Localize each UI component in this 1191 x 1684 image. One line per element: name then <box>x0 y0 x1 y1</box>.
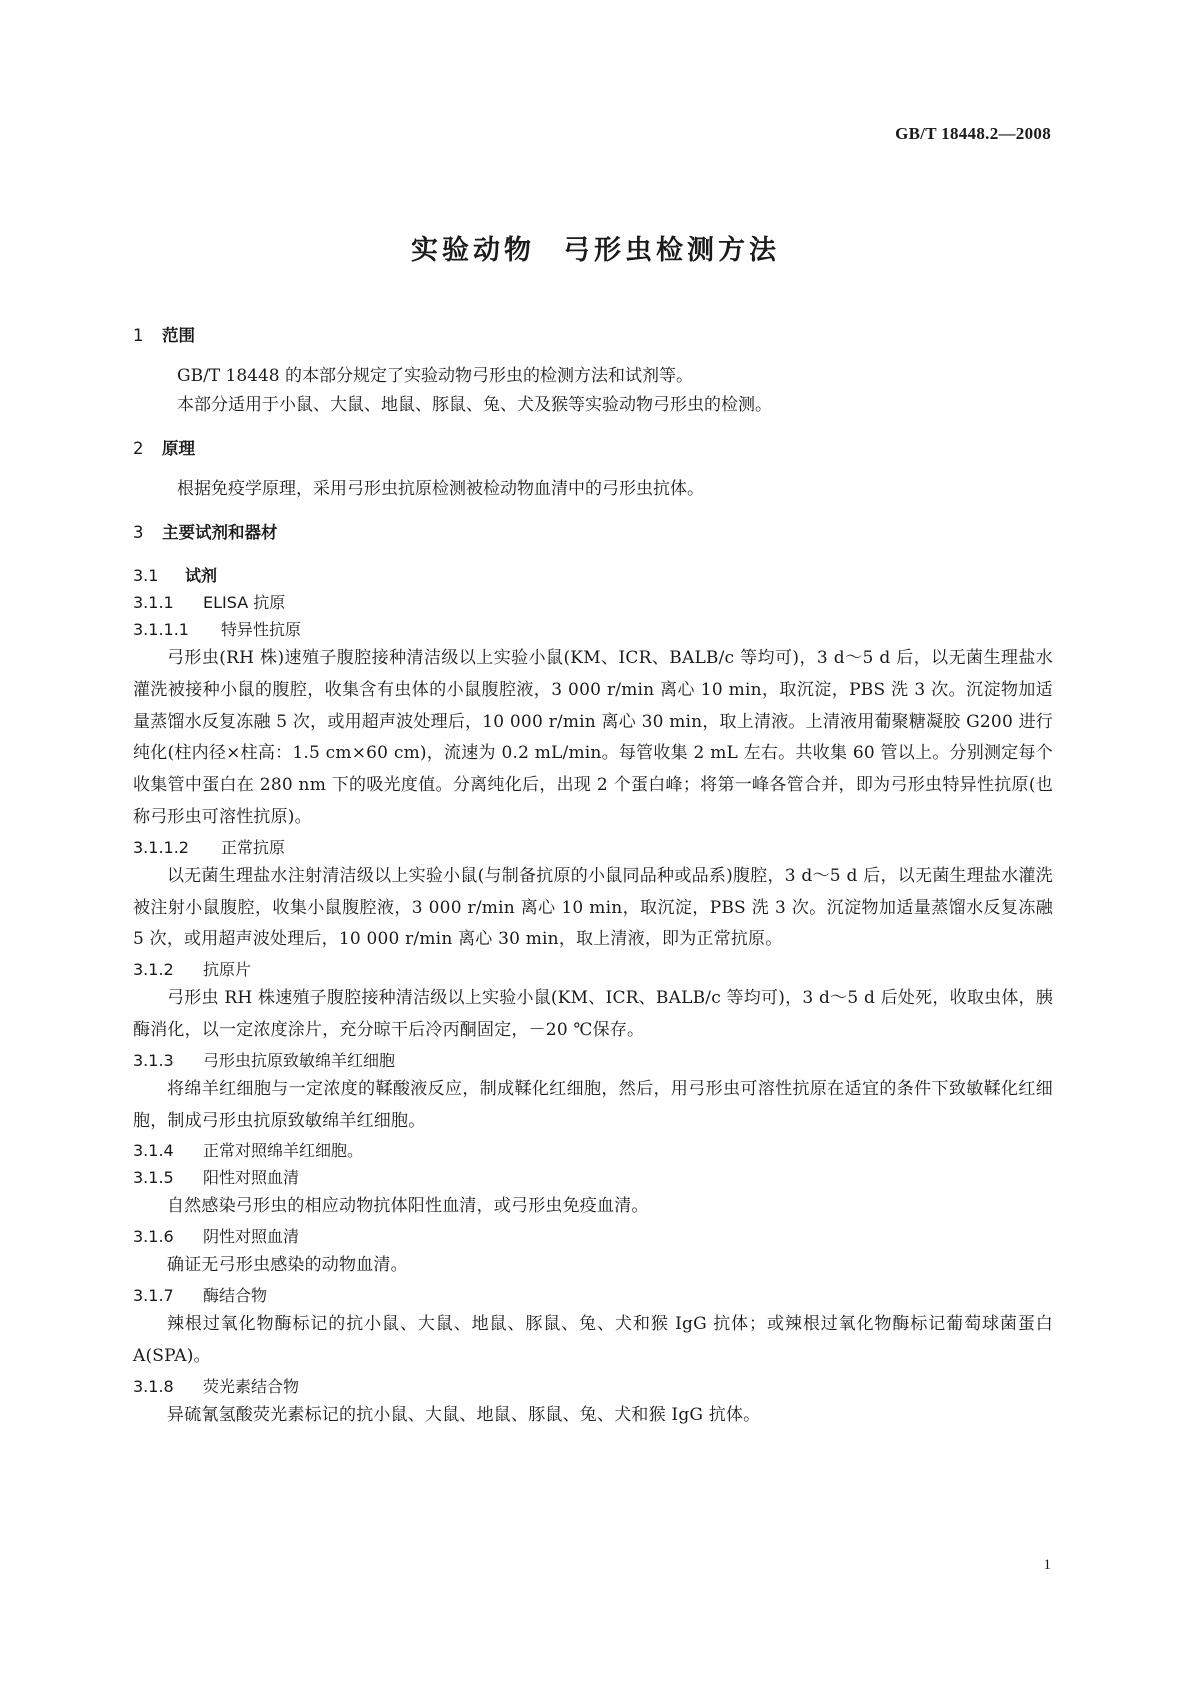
subsection-heading-3-1 <box>133 562 1053 589</box>
title-part-1: 实验动物 <box>411 235 535 266</box>
negative-serum-paragraph: 确证无弓形虫感染的动物血清。 <box>167 1255 408 1276</box>
standard-code: GB/T 18448.2—2008 <box>895 124 1051 143</box>
document-title <box>0 228 1191 267</box>
page-number: 1 <box>1043 1557 1051 1573</box>
section-number: 3 <box>133 523 144 542</box>
scope-paragraph-1: GB/T 18448 的本部分规定了实验动物弓形虫的检测方法和试剂等。 <box>177 366 694 386</box>
subsection-heading-3-1-2 <box>133 956 1053 983</box>
subsection-heading-3-1-5 <box>133 1164 1053 1191</box>
subsection-number: 3.1 <box>133 566 159 585</box>
subsection-number: 3.1.6 <box>133 1227 174 1247</box>
section-title: 范围 <box>162 326 195 345</box>
subsection-heading-3-1-8 <box>133 1373 1053 1400</box>
subsection-number: 3.1.1.2 <box>133 837 189 857</box>
fluorescein-conjugate-paragraph: 异硫氰氢酸荧光素标记的抗小鼠、大鼠、地鼠、豚鼠、兔、犬和猴 IgG 抗体。 <box>167 1404 761 1425</box>
subsection-title: 正常对照绵羊红细胞。 <box>203 1141 364 1161</box>
subsection-title: 试剂 <box>185 566 218 585</box>
specific-antigen-paragraph: 弓形虫(RH 株)速殖子腹腔接种清洁级以上实验小鼠(KM、ICR、BALB/c 等均可)，3 d～5 d 后，以无菌生理盐水灌洗被接种小鼠的腹腔，收集含有虫体的小鼠腹腔液，3 000 r/min 离心 10 min，取沉淀，PBS 洗 3 次。沉淀物加适量蒸馏水反复冻融 5 次，或用超声波处理后，10 000 r/min 离心 30 min，取上清液。上清液用葡聚糖凝胶 G200 进行纯化(柱内径×柱高：1.5 cm×60 cm)，流速为 0.2 mL/min。每管收集 2 mL 左右。共收集 60 管以上。分别测定每个收集管中蛋白在 280 nm 下的吸光度值。分离纯化后，出现 2 个蛋白峰；将第一峰各管合并，即为弓形虫特异性抗原(也称弓形虫可溶性抗原)。 <box>133 648 1053 827</box>
subsection-number: 3.1.2 <box>133 960 174 980</box>
subsection-heading-3-1-1 <box>133 589 1053 616</box>
subsection-title: 酶结合物 <box>203 1285 268 1305</box>
subsection-number: 3.1.4 <box>133 1141 174 1161</box>
subsection-number: 3.1.7 <box>133 1285 174 1305</box>
normal-antigen-paragraph: 以无菌生理盐水注射清洁级以上实验小鼠(与制备抗原的小鼠同品种或品系)腹腔，3 d～5 d 后，以无菌生理盐水灌洗被注射小鼠腹腔，收集小鼠腹腔液，3 000 r/min 离心 10 min，取沉淀，PBS 洗 3 次。沉淀物加适量蒸馏水反复冻融 5 次，或用超声波处理后，10 000 r/min 离心 30 min，取上清液，即为正常抗原。 <box>133 865 1053 950</box>
subsection-title: 弓形虫抗原致敏绵羊红细胞 <box>203 1050 396 1070</box>
principle-paragraph: 根据免疫学原理，采用弓形虫抗原检测被检动物血清中的弓形虫抗体。 <box>177 479 704 499</box>
title-part-2: 弓形虫检测方法 <box>563 235 780 266</box>
subsection-number: 3.1.1 <box>133 593 174 612</box>
scope-paragraph-2: 本部分适用于小鼠、大鼠、地鼠、豚鼠、兔、犬及猴等实验动物弓形虫的检测。 <box>177 395 772 415</box>
subsection-number: 3.1.1.1 <box>133 620 189 639</box>
section-number: 2 <box>133 439 144 458</box>
subsection-heading-3-1-1-2 <box>133 834 1053 861</box>
subsection-heading-3-1-7 <box>133 1282 1053 1309</box>
subsection-title: 正常抗原 <box>221 837 286 857</box>
subsection-number: 3.1.3 <box>133 1050 174 1070</box>
document-body <box>133 322 1053 1431</box>
section-heading-2 <box>133 435 1053 462</box>
subsection-heading-3-1-4 <box>133 1137 1053 1164</box>
subsection-title: 特异性抗原 <box>221 620 302 639</box>
subsection-title: ELISA 抗原 <box>203 593 286 612</box>
subsection-number: 3.1.5 <box>133 1168 174 1188</box>
subsection-heading-3-1-3 <box>133 1047 1053 1074</box>
subsection-title: 阳性对照血清 <box>203 1168 300 1188</box>
subsection-heading-3-1-6 <box>133 1223 1053 1250</box>
section-number: 1 <box>133 326 144 345</box>
positive-serum-paragraph: 自然感染弓形虫的相应动物抗体阳性血清，或弓形虫免疫血清。 <box>167 1196 649 1217</box>
subsection-title: 抗原片 <box>203 960 252 980</box>
subsection-title: 荧光素结合物 <box>203 1376 300 1396</box>
subsection-heading-3-1-1-1 <box>133 616 1053 643</box>
antigen-slide-paragraph: 弓形虫 RH 株速殖子腹腔接种清洁级以上实验小鼠(KM、ICR、BALB/c 等均可)，3 d～5 d 后处死，收取虫体，胰酶消化，以一定浓度涂片，充分晾干后冷丙酮固定，－20 ℃保存。 <box>133 988 1053 1040</box>
subsection-title: 阴性对照血清 <box>203 1227 300 1247</box>
section-title: 主要试剂和器材 <box>162 523 278 542</box>
enzyme-conjugate-paragraph: 辣根过氧化物酶标记的抗小鼠、大鼠、地鼠、豚鼠、兔、犬和猴 IgG 抗体；或辣根过氧化物酶标记葡萄球菌蛋白 A(SPA)。 <box>133 1313 1053 1366</box>
section-heading-3 <box>133 519 1053 546</box>
section-title: 原理 <box>162 439 195 458</box>
section-heading-1 <box>133 322 1053 349</box>
subsection-number: 3.1.8 <box>133 1376 174 1396</box>
sensitized-cells-paragraph: 将绵羊红细胞与一定浓度的鞣酸液反应，制成鞣化红细胞，然后，用弓形虫可溶性抗原在适宜的条件下致敏鞣化红细胞，制成弓形虫抗原致敏绵羊红细胞。 <box>133 1078 1053 1131</box>
